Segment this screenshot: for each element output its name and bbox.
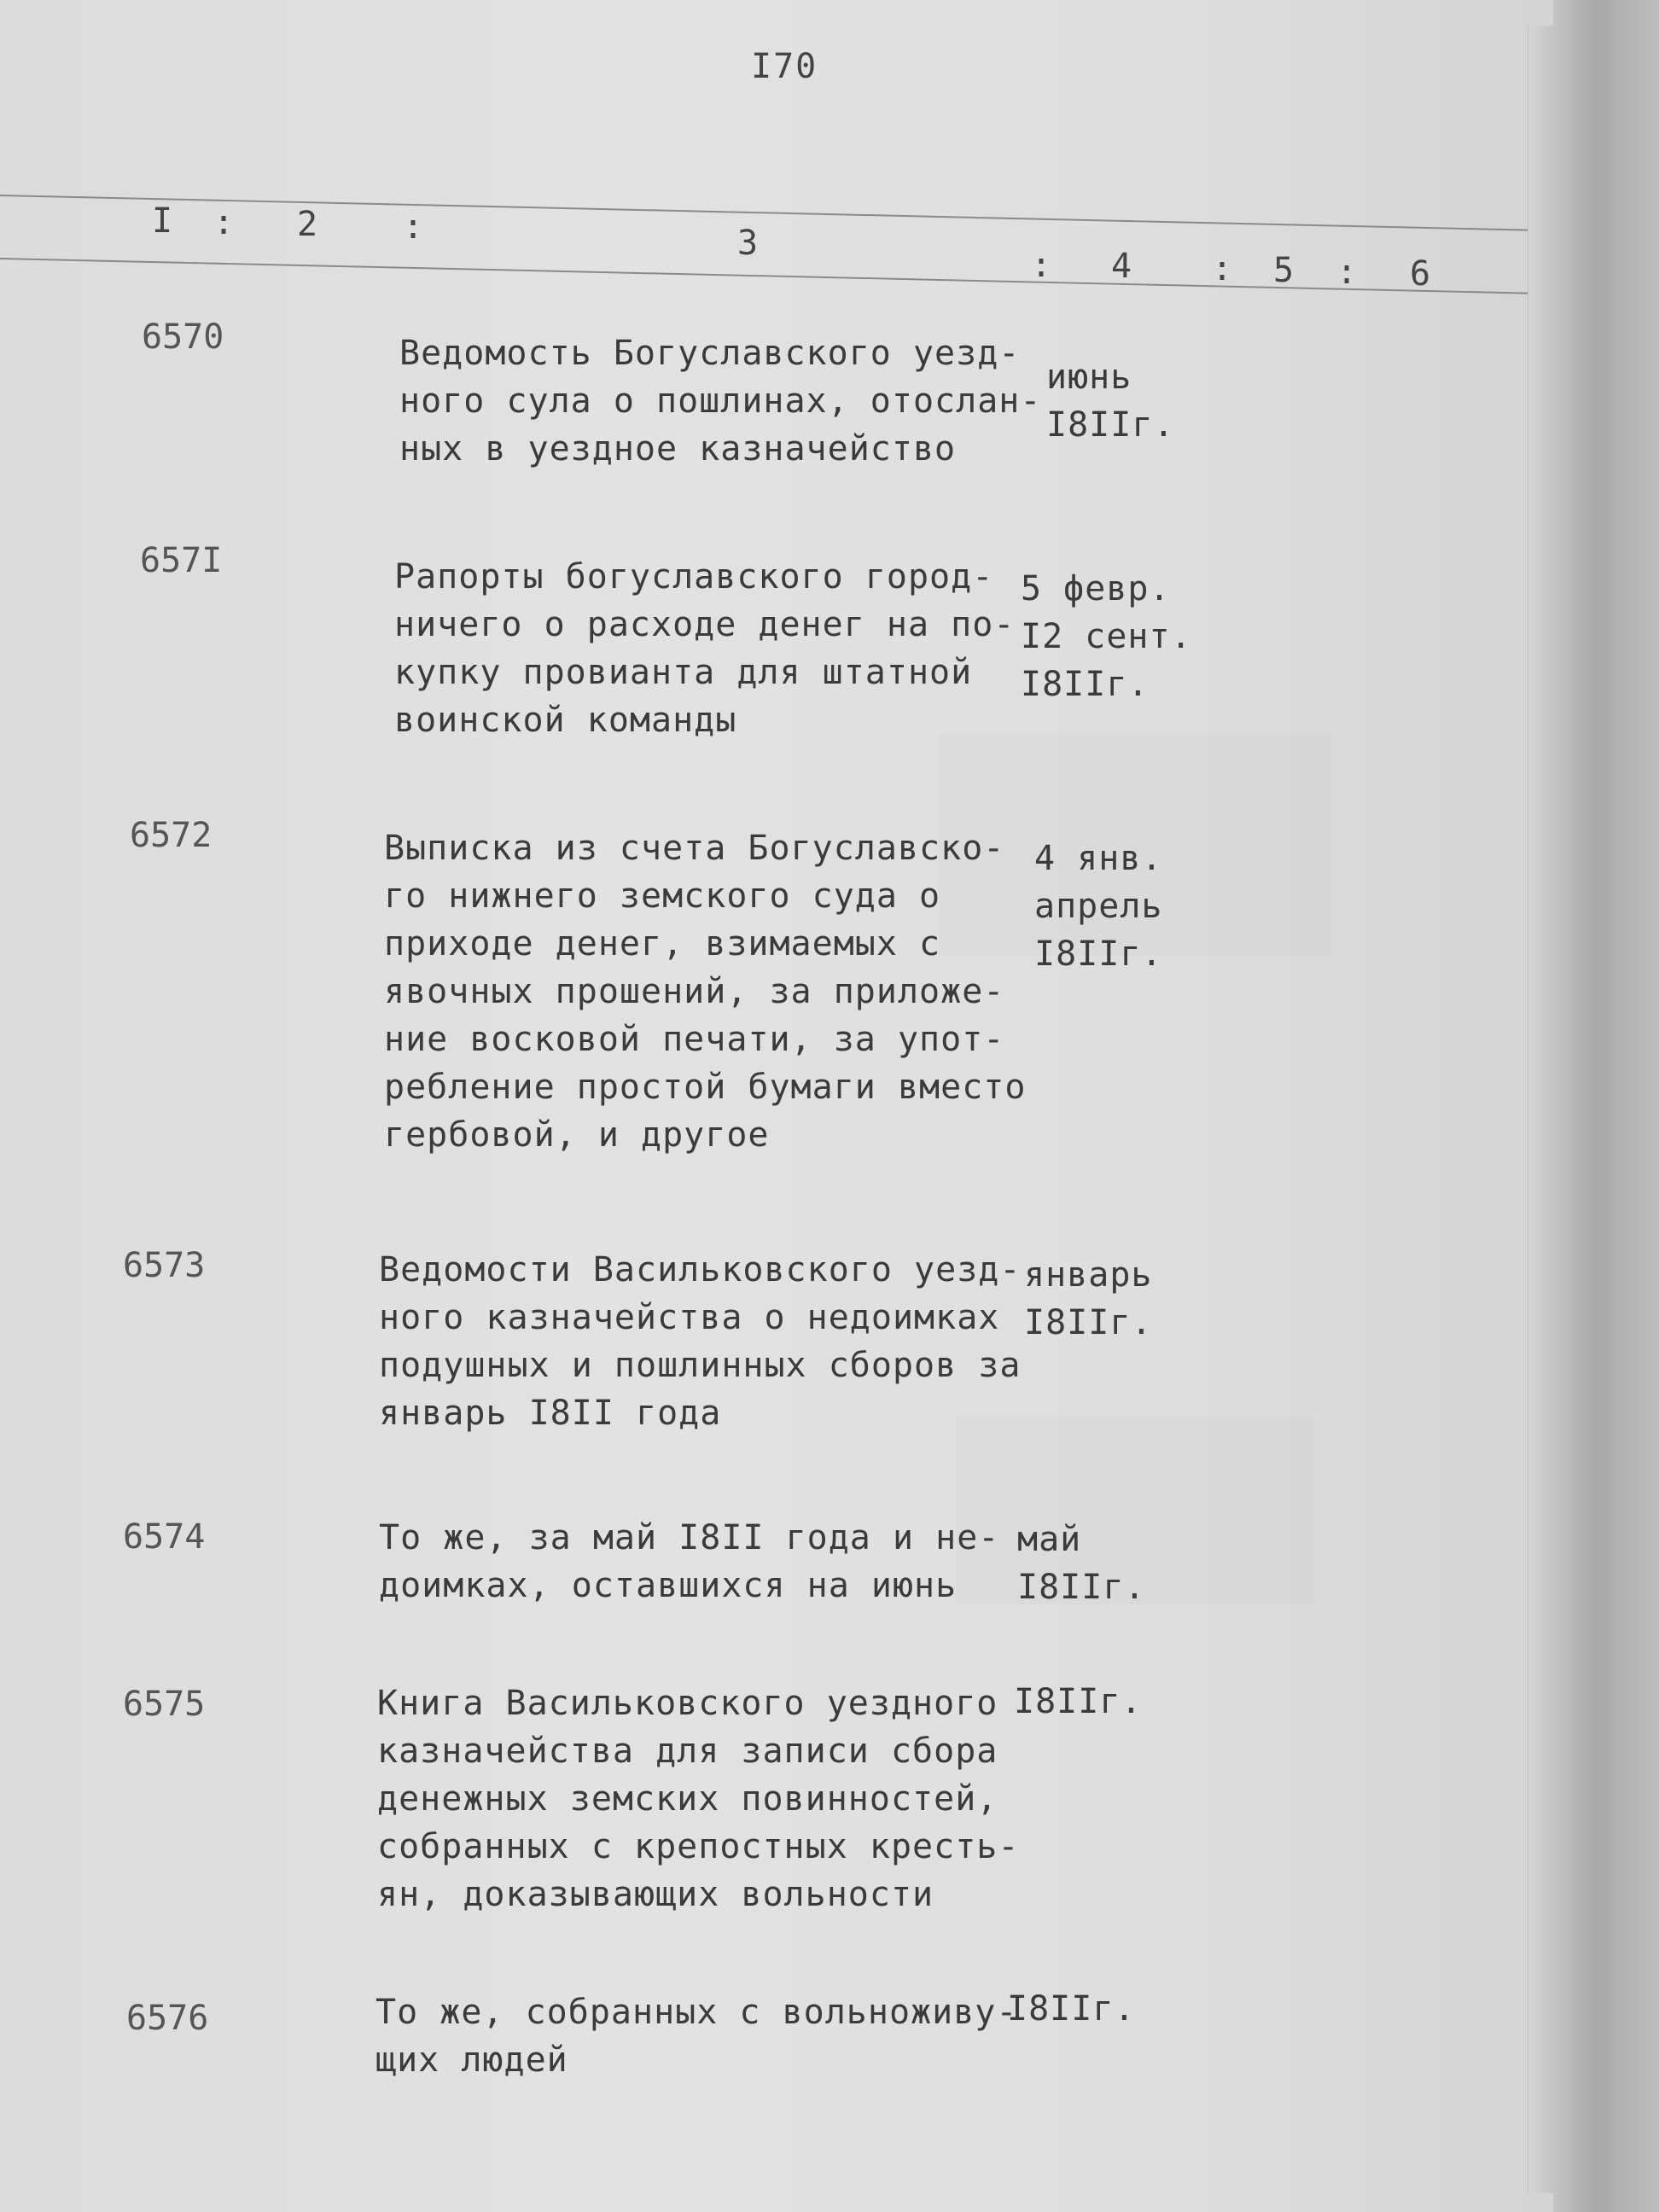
column-header-4: 4 bbox=[1111, 247, 1132, 286]
entry-number: 6574 bbox=[123, 1517, 206, 1557]
entry-text-line: явочных прошений, за приложе- bbox=[384, 972, 1005, 1011]
entry-date-line: 5 февр. bbox=[1021, 569, 1171, 608]
entry-text-line: Рапорты богуславского город- bbox=[394, 557, 994, 597]
entry-description bbox=[384, 824, 1033, 1159]
entry-text-line: приходе денег, взимаемых с bbox=[384, 924, 941, 963]
entry-date-line: январь bbox=[1024, 1255, 1153, 1295]
entry-date bbox=[1014, 1678, 1202, 1726]
entry-text-line: То же, за май I8II года и не- bbox=[379, 1518, 1000, 1557]
page-number: I70 bbox=[751, 47, 818, 86]
entry-date-line: I8IIг. bbox=[1014, 1682, 1143, 1721]
entry-description bbox=[379, 1246, 1027, 1437]
column-separator: : bbox=[403, 207, 424, 247]
entry-date-line: I8IIг. bbox=[1007, 1989, 1136, 2029]
entry-number: 6576 bbox=[126, 1999, 209, 2038]
entry-description bbox=[379, 1514, 1027, 1610]
entry-description bbox=[394, 553, 1043, 744]
column-header-1: I bbox=[152, 201, 173, 241]
entry-date bbox=[1007, 1985, 1195, 2033]
column-separator: : bbox=[1212, 249, 1233, 288]
entry-text-line: подушных и пошлинных сборов за bbox=[379, 1346, 1022, 1385]
column-header-5: 5 bbox=[1273, 251, 1295, 290]
entry-text-line: Выписка из счета Богуславско- bbox=[384, 829, 1005, 868]
entry-text-line: собранных с крепостных кресть- bbox=[377, 1827, 1020, 1866]
entry-number: 657I bbox=[140, 541, 223, 580]
entry-date-line: I8IIг. bbox=[1046, 405, 1175, 445]
entry-text-line: щих людей bbox=[375, 2040, 568, 2080]
entry-date-line: 4 янв. bbox=[1034, 839, 1163, 878]
entry-text-line: ян, доказывающих вольности bbox=[377, 1875, 934, 1914]
entry-date bbox=[1021, 565, 1208, 708]
column-separator: : bbox=[213, 203, 235, 242]
entry-number: 6573 bbox=[123, 1246, 206, 1285]
entry-date-line: I2 сент. bbox=[1021, 617, 1192, 656]
entry-text-line: купку провианта для штатной bbox=[394, 653, 973, 692]
entry-text-line: Ведомость Богуславского уезд- bbox=[399, 334, 1021, 373]
entry-date-line: апрель bbox=[1034, 887, 1163, 926]
page-edge-strip bbox=[1528, 26, 1553, 2193]
entry-text-line: ничего о расходе денег на по- bbox=[394, 605, 1016, 644]
entry-number: 6570 bbox=[142, 317, 224, 357]
entry-date bbox=[1017, 1516, 1205, 1611]
entry-description bbox=[399, 329, 1048, 473]
entry-date-line: май bbox=[1017, 1520, 1082, 1559]
column-separator: : bbox=[1336, 253, 1358, 292]
entry-text-line: денежных земских повинностей, bbox=[377, 1779, 998, 1819]
entry-date-line: I8IIг. bbox=[1017, 1568, 1146, 1607]
entry-date bbox=[1024, 1251, 1212, 1347]
entry-text-line: ребление простой бумаги вместо bbox=[384, 1068, 1027, 1107]
column-header-3: 3 bbox=[737, 224, 759, 263]
header-bottom-rule bbox=[0, 258, 1536, 294]
entry-text-line: То же, собранных с вольноживу- bbox=[375, 1993, 1018, 2032]
entry-date-line: I8IIг. bbox=[1024, 1303, 1153, 1342]
entry-text-line: го нижнего земского суда о bbox=[384, 876, 941, 916]
entry-date bbox=[1046, 353, 1234, 449]
entry-text-line: ние восковой печати, за упот- bbox=[384, 1020, 1005, 1059]
entry-number: 6572 bbox=[130, 816, 212, 855]
entry-text-line: Ведомости Васильковского уезд- bbox=[379, 1250, 1022, 1289]
entry-text-line: январь I8II года bbox=[379, 1394, 722, 1433]
entry-date-line: июнь bbox=[1046, 358, 1132, 397]
entry-number: 6575 bbox=[123, 1685, 206, 1724]
entry-text-line: ного сула о пошлинах, отослан- bbox=[399, 381, 1042, 421]
entry-text-line: воинской команды bbox=[394, 701, 737, 740]
column-separator: : bbox=[1031, 246, 1052, 285]
entry-text-line: доимках, оставшихся на июнь bbox=[379, 1566, 958, 1605]
column-header-2: 2 bbox=[297, 205, 318, 244]
entry-text-line: ных в уездное казначейство bbox=[399, 429, 957, 469]
entry-date-line: I8IIг. bbox=[1034, 934, 1163, 974]
column-header-6: 6 bbox=[1410, 254, 1431, 294]
entry-description bbox=[375, 1988, 1024, 2084]
entry-text-line: казначейства для записи сбора bbox=[377, 1732, 998, 1771]
entry-date bbox=[1034, 835, 1222, 978]
entry-description bbox=[377, 1679, 1026, 1918]
entry-text-line: гербовой, и другое bbox=[384, 1115, 770, 1155]
background-edge bbox=[1553, 0, 1659, 2212]
entry-text-line: Книга Васильковского уездного bbox=[377, 1684, 998, 1723]
entry-date-line: I8IIг. bbox=[1021, 665, 1150, 704]
entry-text-line: ного казначейства о недоимках bbox=[379, 1298, 1000, 1337]
